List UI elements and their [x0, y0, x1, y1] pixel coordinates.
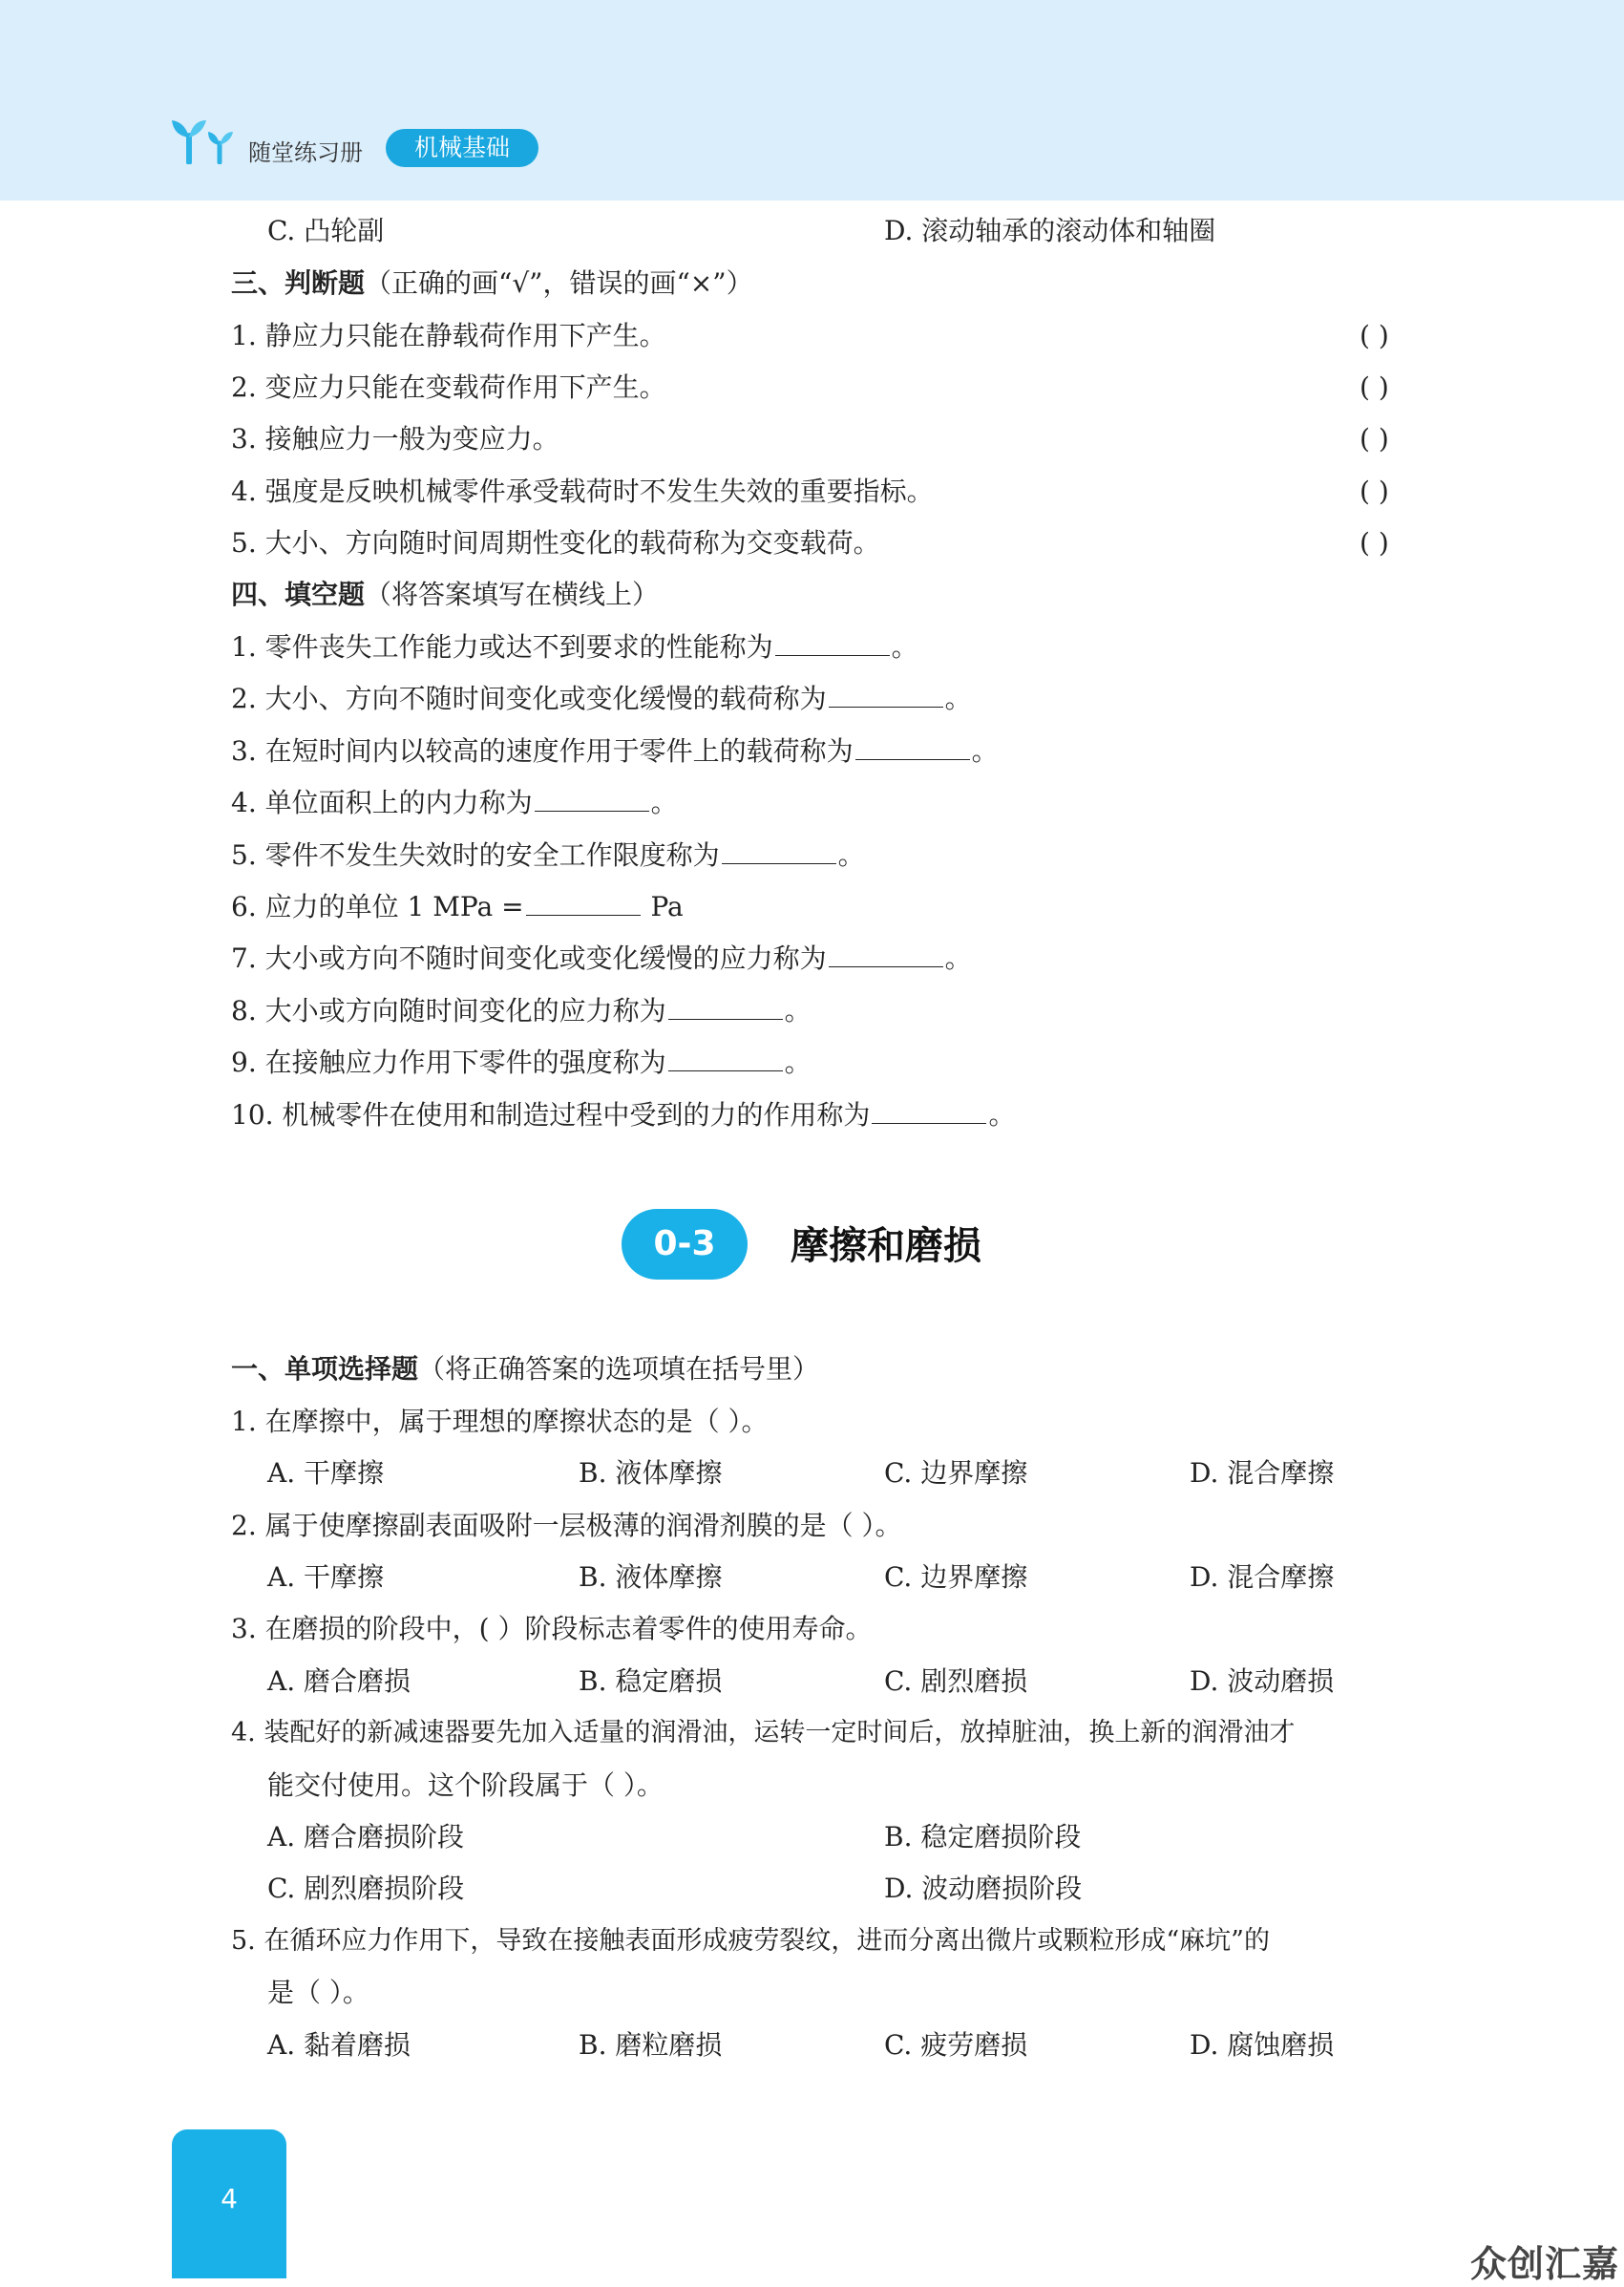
- option-d: D. 滚动轴承的滚动体和轴圈: [884, 215, 1216, 246]
- judge-item: 4. 强度是反映机械零件承受载荷时不发生失效的重要指标。: [231, 476, 934, 507]
- fill-item-end: 。: [891, 631, 918, 663]
- answer-blank[interactable]: [535, 784, 649, 812]
- choice-section-title: [231, 1350, 819, 1388]
- answer-blank[interactable]: [829, 940, 943, 967]
- q3-option-b[interactable]: B. 稳定磨损: [579, 1665, 723, 1697]
- answer-paren[interactable]: ( ): [1360, 320, 1389, 351]
- answer-blank[interactable]: [829, 680, 943, 708]
- q3-option-a[interactable]: A. 磨合磨损: [267, 1665, 411, 1697]
- fill-item-end: Pa: [642, 891, 684, 922]
- fill-item: [231, 940, 972, 978]
- question-4-line-1: 4. 装配好的新减速器要先加入适量的润滑油，运转一定时间后，放掉脏油，换上新的润滑油才: [231, 1718, 1296, 1747]
- fill-item-text: 1. 零件丧失工作能力或达不到要求的性能称为: [231, 631, 773, 663]
- fill-item-end: 。: [944, 683, 972, 714]
- header-wave-decoration: [0, 170, 1624, 208]
- fill-item: [231, 836, 865, 875]
- q1-option-a[interactable]: A. 干摩擦: [267, 1457, 385, 1489]
- question-5-line-2: 是（ ）。: [267, 1977, 369, 2008]
- fill-item-end: 。: [784, 995, 812, 1027]
- fill-item-text: 3. 在短时间内以较高的速度作用于零件上的载荷称为: [231, 735, 854, 767]
- sprout-logo-icon: [170, 115, 237, 164]
- fill-item-text: 7. 大小或方向不随时间变化或变化缓慢的应力称为: [231, 942, 827, 974]
- judge-item: 1. 静应力只能在静载荷作用下产生。: [231, 320, 666, 351]
- answer-blank[interactable]: [775, 628, 890, 656]
- q2-option-b[interactable]: B. 液体摩擦: [579, 1561, 723, 1593]
- fill-item: [231, 732, 999, 771]
- fill-title-bold: 四、填空题: [231, 579, 366, 610]
- watermark: 众创汇嘉: [1470, 2243, 1620, 2285]
- judge-item: 5. 大小、方向随时间周期性变化的载荷称为交变载荷。: [231, 527, 880, 559]
- option-c: C. 凸轮副: [267, 215, 385, 246]
- fill-item: [231, 1044, 812, 1082]
- fill-item-text: 4. 单位面积上的内力称为: [231, 787, 533, 818]
- q2-option-a[interactable]: A. 干摩擦: [267, 1561, 385, 1593]
- book-name: 随堂练习册: [248, 139, 363, 166]
- answer-paren[interactable]: ( ): [1360, 371, 1389, 403]
- q4-option-c[interactable]: C. 剧烈磨损阶段: [267, 1873, 465, 1904]
- fill-item-end: 。: [784, 1047, 812, 1078]
- fill-item-text: 8. 大小或方向随时间变化的应力称为: [231, 995, 666, 1027]
- judge-title-bold: 三、判断题: [231, 267, 366, 299]
- q5-option-b[interactable]: B. 磨粒磨损: [579, 2029, 723, 2061]
- judge-section-title: [231, 265, 753, 303]
- answer-blank[interactable]: [668, 1044, 783, 1071]
- fill-item: [231, 680, 972, 718]
- fill-title-note: （将答案填写在横线上）: [365, 579, 660, 610]
- fill-item: [231, 992, 812, 1030]
- fill-item-end: 。: [944, 942, 972, 974]
- fill-item-end: 。: [837, 839, 865, 871]
- section-title: 摩擦和磨损: [791, 1224, 981, 1268]
- answer-blank[interactable]: [855, 732, 970, 760]
- answer-paren[interactable]: ( ): [1360, 527, 1389, 559]
- page-number: 4: [221, 2183, 238, 2214]
- page-header: [0, 0, 1624, 201]
- answer-blank[interactable]: [526, 888, 641, 916]
- q2-option-c[interactable]: C. 边界摩擦: [884, 1561, 1028, 1593]
- q1-option-d[interactable]: D. 混合摩擦: [1190, 1457, 1335, 1489]
- fill-item-end: 。: [650, 787, 678, 818]
- q4-option-d[interactable]: D. 波动磨损阶段: [884, 1873, 1083, 1904]
- question-2: 2. 属于使摩擦副表面吸附一层极薄的润滑剂膜的是（ ）。: [231, 1510, 902, 1541]
- q5-option-a[interactable]: A. 黏着磨损: [267, 2029, 411, 2061]
- fill-item-end: 。: [988, 1099, 1016, 1131]
- q1-option-b[interactable]: B. 液体摩擦: [579, 1457, 723, 1489]
- question-1: 1. 在摩擦中，属于理想的摩擦状态的是（ ）。: [231, 1406, 769, 1437]
- question-3: 3. 在磨损的阶段中，( ）阶段标志着零件的使用寿命。: [231, 1613, 873, 1644]
- answer-paren[interactable]: ( ): [1360, 423, 1389, 455]
- fill-item-text: 5. 零件不发生失效时的安全工作限度称为: [231, 839, 720, 871]
- fill-item: [231, 888, 684, 926]
- fill-item-text: 2. 大小、方向不随时间变化或变化缓慢的载荷称为: [231, 683, 827, 714]
- q5-option-c[interactable]: C. 疲劳磨损: [884, 2029, 1028, 2061]
- fill-section-title: [231, 576, 659, 614]
- answer-blank[interactable]: [668, 992, 783, 1020]
- question-5-line-1: 5. 在循环应力作用下，导致在接触表面形成疲劳裂纹，进而分离出微片或颗粒形成“麻坑”的: [231, 1926, 1270, 1956]
- q3-option-d[interactable]: D. 波动磨损: [1190, 1665, 1335, 1697]
- q2-option-d[interactable]: D. 混合摩擦: [1190, 1561, 1335, 1593]
- answer-blank[interactable]: [872, 1096, 986, 1124]
- section-number-badge: 0-3: [622, 1209, 748, 1280]
- judge-item: 3. 接触应力一般为变应力。: [231, 423, 559, 455]
- answer-paren[interactable]: ( ): [1360, 476, 1389, 507]
- fill-item: [231, 1096, 1015, 1134]
- fill-item-text: 9. 在接触应力作用下零件的强度称为: [231, 1047, 666, 1078]
- q1-option-c[interactable]: C. 边界摩擦: [884, 1457, 1028, 1489]
- fill-item: [231, 628, 918, 667]
- q3-option-c[interactable]: C. 剧烈磨损: [884, 1665, 1028, 1697]
- fill-item-text: 10. 机械零件在使用和制造过程中受到的力的作用称为: [231, 1099, 871, 1131]
- q5-option-d[interactable]: D. 腐蚀磨损: [1190, 2029, 1335, 2061]
- choice-title-bold: 一、单项选择题: [231, 1353, 419, 1385]
- q4-option-b[interactable]: B. 稳定磨损阶段: [884, 1821, 1082, 1853]
- question-4-line-2: 能交付使用。这个阶段属于（ ）。: [267, 1769, 664, 1801]
- judge-item: 2. 变应力只能在变载荷作用下产生。: [231, 371, 666, 403]
- subject-badge: 机械基础: [386, 129, 538, 167]
- q4-option-a[interactable]: A. 磨合磨损阶段: [267, 1821, 465, 1853]
- judge-title-note: （正确的画“√”，错误的画“×”）: [365, 267, 753, 299]
- choice-title-note: （将正确答案的选项填在括号里）: [418, 1353, 820, 1385]
- fill-item-text: 6. 应力的单位 1 MPa =: [231, 891, 524, 922]
- fill-item-end: 。: [971, 735, 999, 767]
- fill-item: [231, 784, 678, 822]
- answer-blank[interactable]: [722, 836, 836, 864]
